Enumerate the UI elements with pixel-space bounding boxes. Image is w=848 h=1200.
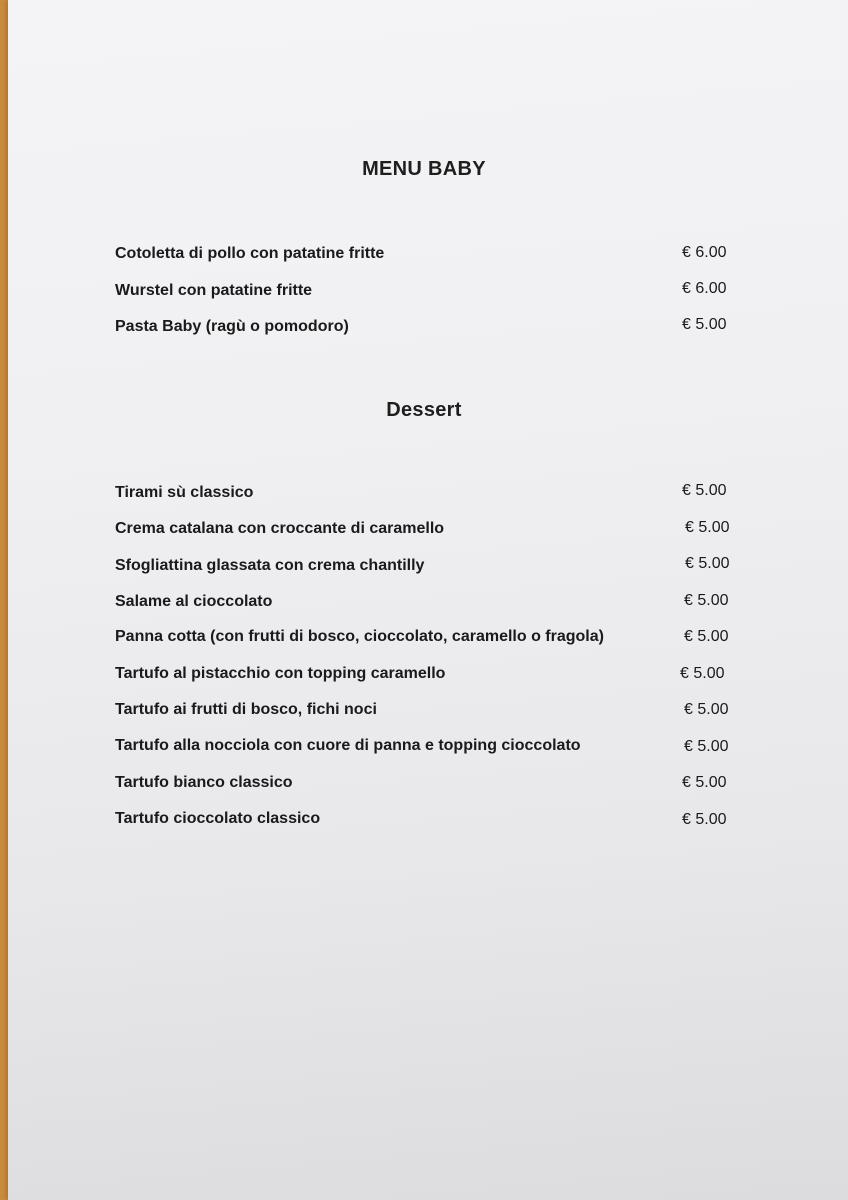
dessert-item-price: € 5.00: [680, 665, 725, 682]
dessert-item-name: Tartufo ai frutti di bosco, fichi noci: [115, 701, 377, 718]
dessert-item-price: € 5.00: [685, 555, 730, 572]
dessert-item-price: € 5.00: [684, 738, 729, 755]
dessert-item-name: Crema catalana con croccante di caramello: [115, 520, 445, 537]
dessert-item-name: Panna cotta (con frutti di bosco, cioccolato, caramello o fragola): [115, 628, 604, 645]
dessert-item-name: Tirami sù classico: [115, 484, 254, 501]
dessert-item-price: € 5.00: [682, 482, 727, 499]
menu-baby-title: MENU BABY: [362, 158, 486, 180]
menu-item-price: € 6.00: [682, 280, 727, 297]
dessert-item-price: € 5.00: [684, 701, 729, 718]
dessert-item-price: € 5.00: [684, 592, 729, 609]
menu-item-price: € 6.00: [682, 244, 727, 261]
dessert-item-price: € 5.00: [684, 628, 729, 645]
dessert-item-name: Tartufo bianco classico: [115, 774, 293, 791]
dessert-title: Dessert: [386, 399, 462, 421]
dessert-item-name: Tartufo al pistacchio con topping caramello: [115, 665, 446, 682]
dessert-item-name: Tartufo cioccolato classico: [115, 810, 321, 827]
menu-item-name: Pasta Baby (ragù o pomodoro): [115, 318, 349, 335]
menu-item-price: € 5.00: [682, 316, 727, 333]
dessert-item-name: Tartufo alla nocciola con cuore di panna e topping cioccolato: [115, 737, 581, 754]
dessert-item-name: Salame al cioccolato: [115, 593, 273, 610]
menu-item-name: Cotoletta di pollo con patatine fritte: [115, 245, 385, 262]
dessert-item-price: € 5.00: [685, 519, 730, 536]
dessert-item-price: € 5.00: [682, 774, 727, 791]
menu-item-name: Wurstel con patatine fritte: [115, 282, 313, 299]
dessert-item-price: € 5.00: [682, 811, 727, 828]
dessert-item-name: Sfogliattina glassata con crema chantilly: [115, 557, 425, 574]
